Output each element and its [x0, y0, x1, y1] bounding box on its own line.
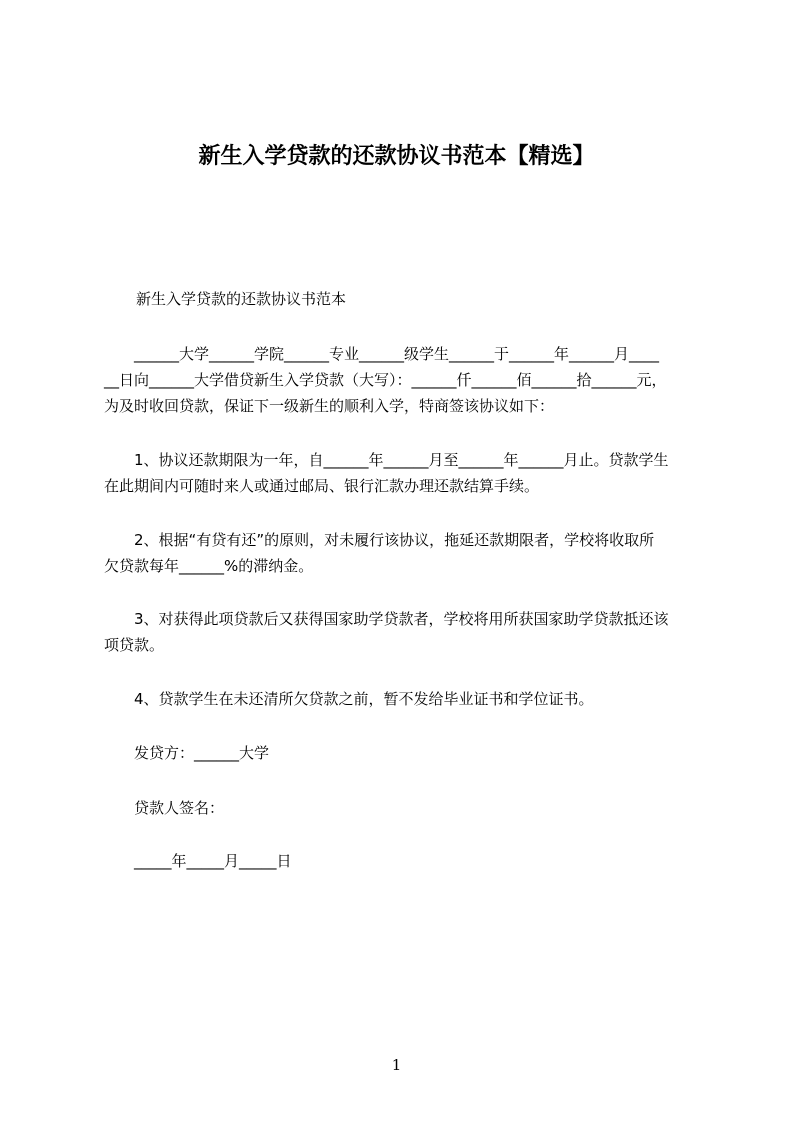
clause-4-paragraph: [104, 686, 710, 712]
signer-text: 贷款人签名：: [104, 799, 225, 817]
date-text: _____年_____月_____日: [104, 852, 292, 870]
clause-3-line-2: 项贷款。: [104, 636, 165, 654]
clause-1-paragraph: [104, 447, 710, 499]
clause-2-line-1: 2、根据“有贷有还”的原则，对未履行该协议，拖延还款期限者，学校将收取所: [104, 531, 655, 549]
clause-3-paragraph: [104, 606, 710, 658]
clause-3-line-1: 3、对获得此项贷款后又获得国家助学贷款者，学校将用所获国家助学贷款抵还该: [104, 610, 669, 628]
intro-paragraph: [104, 341, 710, 419]
subtitle-text: 新生入学贷款的还款协议书范本: [136, 290, 347, 308]
date-line: [104, 848, 710, 874]
document-subtitle: [104, 286, 710, 312]
intro-line-2: __日向______大学借贷新生入学贷款（大写）：______仟______佰______拾______元，: [104, 371, 667, 389]
page-title: 新生入学贷款的还款协议书范本【精选】: [198, 144, 595, 169]
intro-line-1: ______大学______学院______专业______级学生______于______年______月____: [104, 345, 660, 363]
clause-2-paragraph: [104, 527, 710, 579]
signer-line: [104, 795, 710, 821]
page-number: 1: [391, 1056, 402, 1074]
lender-text: 发贷方：______大学: [104, 744, 270, 762]
clause-1-line-1: 1、协议还款期限为一年，自______年______月至______年______月止。贷款学生: [104, 451, 669, 469]
clause-4-line: 4、贷款学生在未还清所欠贷款之前，暂不发给毕业证书和学位证书。: [104, 690, 594, 708]
clause-2-line-2: 欠贷款每年______%的滞纳金。: [104, 557, 314, 575]
intro-line-3: 为及时收回贷款，保证下一级新生的顺利入学，特商签该协议如下：: [104, 397, 555, 415]
clause-1-line-2: 在此期间内可随时来人或通过邮局、银行汇款办理还款结算手续。: [104, 477, 540, 495]
lender-line: [104, 740, 710, 766]
